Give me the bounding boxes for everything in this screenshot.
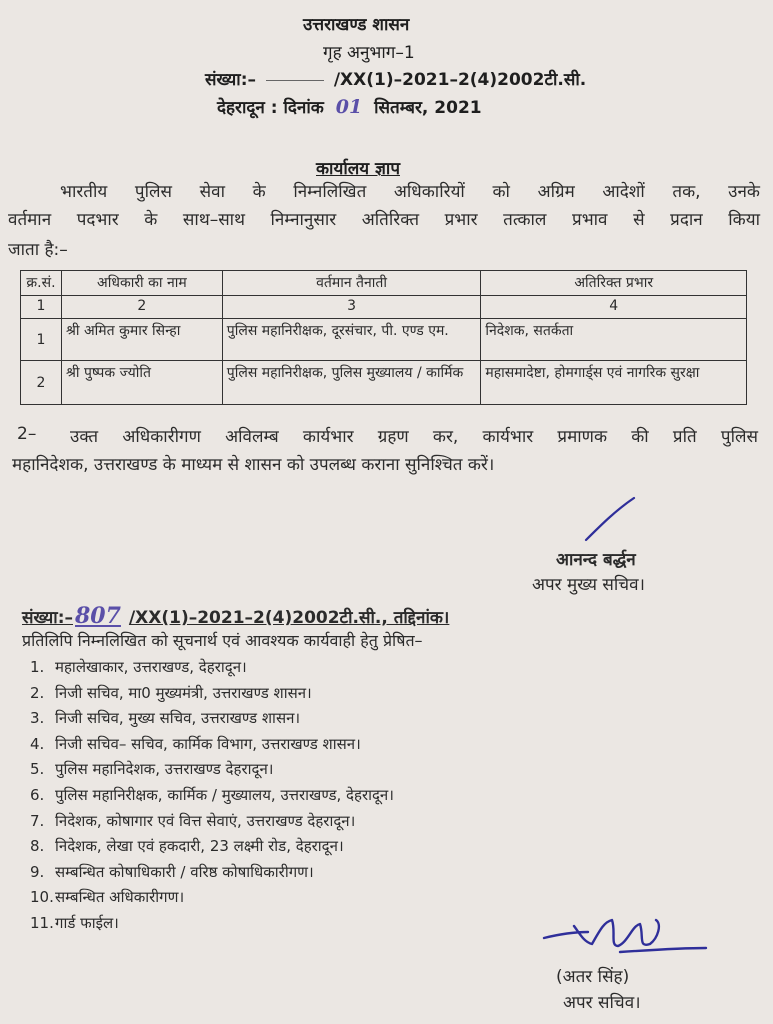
date-month-year: सितम्बर, 2021 (374, 98, 482, 118)
header-serial: क्र.सं. (21, 271, 62, 296)
government-header: उत्तराखण्ड शासन (303, 15, 410, 35)
copy-forwarded-line: प्रतिलिपि निम्नलिखित को सूचनार्थ एवं आवश्यक कार्यवाही हेतु प्रेषित– (22, 631, 423, 650)
handwritten-dispatch-number: 807 (75, 603, 121, 629)
list-item: 11.गार्ड फाईल। (30, 913, 119, 932)
reference-prefix: संख्या:– (205, 70, 256, 90)
row-officer-name: श्री अमित कुमार सिन्हा (61, 319, 222, 361)
row-serial: 1 (21, 319, 62, 361)
row-officer-name: श्री पुष्पक ज्योति (61, 361, 222, 405)
place-date (217, 95, 482, 118)
column-number: 3 (222, 296, 481, 319)
table-row (21, 319, 747, 361)
office-memo-title: कार्यालय ज्ञाप (316, 159, 400, 179)
reference-number (205, 67, 586, 90)
list-item: 5. पुलिस महानिदेशक, उत्तराखण्ड देहरादून। (30, 760, 274, 779)
list-item: 8. निदेशक, लेखा एवं हकदारी, 23 लक्ष्मी रोड, देहरादून। (30, 837, 344, 856)
row-current-posting: पुलिस महानिरीक्षक, पुलिस मुख्यालय / कार्मिक (222, 361, 481, 405)
column-number: 4 (481, 296, 747, 319)
reference-redacted-scribble (266, 80, 324, 81)
handwritten-date: 01 (335, 96, 363, 118)
header-officer-name: अधिकारी का नाम (61, 271, 222, 296)
place-date-label: देहरादून : दिनांक (217, 98, 324, 118)
signatory-1-name: आनन्द बर्द्धन (556, 550, 636, 570)
table-column-number-row (21, 296, 747, 319)
row-serial: 2 (21, 361, 62, 405)
para2-number: 2– (17, 424, 37, 444)
list-item: 10.सम्बन्धित अधिकारीगण। (30, 888, 185, 907)
table-header-row (21, 271, 747, 296)
endorsement-reference (22, 603, 449, 629)
para2-line-2: महानिदेशक, उत्तराखण्ड के माध्यम से शासन को उपलब्ध कराना सुनिश्चित करें। (12, 455, 495, 475)
signatory-1-designation: अपर मुख्य सचिव। (532, 575, 645, 595)
header-additional-charge: अतिरिक्त प्रभार (481, 271, 747, 296)
signature-mark-2 (540, 912, 710, 960)
intro-line-2: वर्तमान पदभार के साथ–साथ निम्नानुसार अतिरिक्त प्रभार तत्काल प्रभाव से प्रदान किया (8, 210, 760, 230)
signatory-2-name: (अतर सिंह) (556, 967, 630, 987)
para2-line-1: उक्त अधिकारीगण अविलम्ब कार्यभार ग्रहण कर, कार्यभार प्रमाणक की प्रति पुलिस (70, 427, 758, 447)
row-additional-charge: महासमादेष्टा, होमगार्ड्स एवं नागरिक सुरक्षा (481, 361, 747, 405)
endorsement-ref-prefix: संख्या:– (22, 608, 73, 628)
intro-line-1: भारतीय पुलिस सेवा के निम्नलिखित अधिकारियों को अग्रिम आदेशों तक, उनके (60, 182, 760, 202)
column-number: 2 (61, 296, 222, 319)
recipient-list (30, 655, 394, 937)
list-item: 3. निजी सचिव, मुख्य सचिव, उत्तराखण्ड शासन। (30, 709, 301, 728)
signature-mark-1 (580, 494, 640, 546)
list-item: 6. पुलिस महानिरीक्षक, कार्मिक / मुख्यालय, उत्तराखण्ड, देहरादून। (30, 785, 394, 804)
endorsement-ref-suffix: /XX(1)–2021–2(4)2002टी.सी., तद्दिनांक। (128, 608, 450, 628)
list-item: 4. निजी सचिव– सचिव, कार्मिक विभाग, उत्तराखण्ड शासन। (30, 734, 361, 753)
row-current-posting: पुलिस महानिरीक्षक, दूरसंचार, पी. एण्ड एम. (222, 319, 481, 361)
list-item: 7. निदेशक, कोषागार एवं वित्त सेवाएं, उत्तराखण्ड देहरादून। (30, 811, 356, 830)
column-number: 1 (21, 296, 62, 319)
table-row (21, 361, 747, 405)
reference-suffix: /XX(1)–2021–2(4)2002टी.सी. (333, 70, 587, 90)
officers-table (20, 270, 747, 405)
list-item: 2. निजी सचिव, मा0 मुख्यमंत्री, उत्तराखण्ड शासन। (30, 683, 312, 702)
intro-line-3: जाता है:– (8, 240, 68, 260)
row-additional-charge: निदेशक, सतर्कता (481, 319, 747, 361)
list-item: 9. सम्बन्धित कोषाधिकारी / वरिष्ठ कोषाधिकारीगण। (30, 862, 314, 881)
signatory-2-designation: अपर सचिव। (563, 993, 641, 1013)
header-current-posting: वर्तमान तैनाती (222, 271, 481, 296)
list-item: 1. महालेखाकार, उत्तराखण्ड, देहरादून। (30, 658, 247, 676)
section-name: गृह अनुभाग–1 (323, 43, 415, 63)
